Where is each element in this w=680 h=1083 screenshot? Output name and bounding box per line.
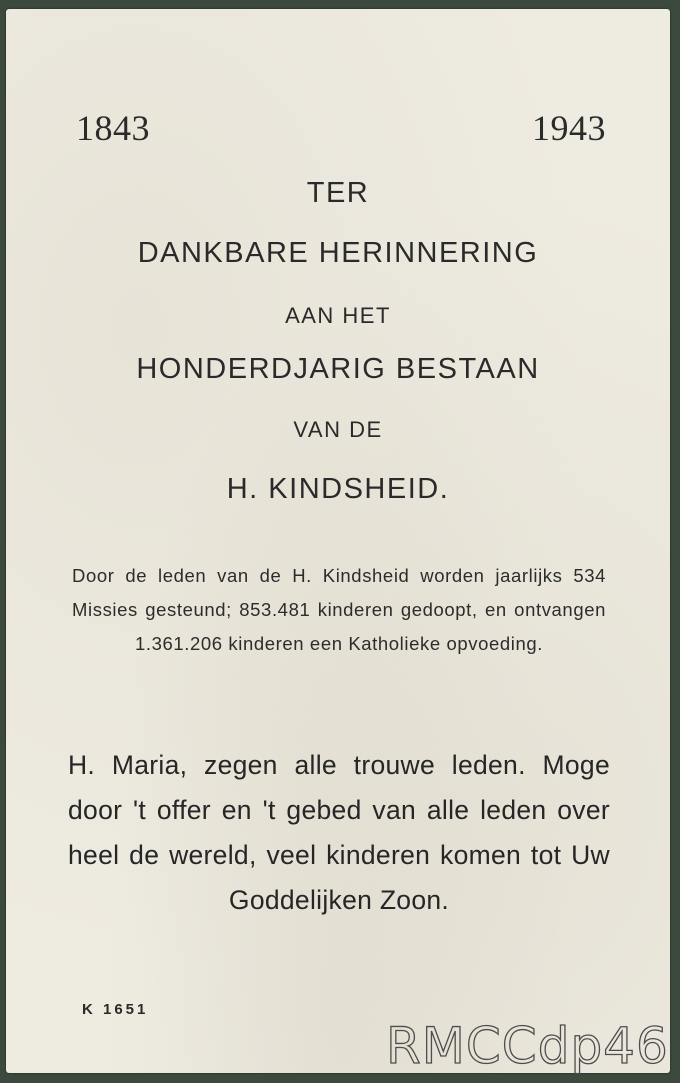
handwritten-reference-text: RMCCdp46 <box>386 1017 669 1075</box>
prayer-paragraph: H. Maria, zegen alle trouwe leden. Moge door 't offer en 't gebed van alle leden over heel de wereld, veel kinderen komen tot Uw Goddelijken Zoon. <box>68 750 610 915</box>
year-start: 1843 <box>76 108 150 148</box>
heading-ter: TER <box>306 177 370 209</box>
heading-aan-het: AAN HET <box>285 303 391 328</box>
heading-van-de: VAN DE <box>293 417 383 442</box>
statistics-paragraph: Door de leden van de H. Kindsheid worden jaarlijks 534 Missies gesteund; 853.481 kinderen gedoopt, en ontvangen 1.361.206 kinderen een Katholieke opvoeding. <box>72 565 606 654</box>
heading-dankbare-herinnering: DANKBARE HERINNERING <box>137 237 539 269</box>
heading-honderdjarig-bestaan: HONDERDJARIG BESTAAN <box>136 353 540 385</box>
print-code: K 1651 <box>82 1001 149 1018</box>
prayer-card <box>6 9 670 1073</box>
year-end: 1943 <box>532 108 606 148</box>
heading-h-kindsheid: H. KINDSHEID. <box>226 473 450 505</box>
handwritten-reference <box>384 1005 669 1075</box>
